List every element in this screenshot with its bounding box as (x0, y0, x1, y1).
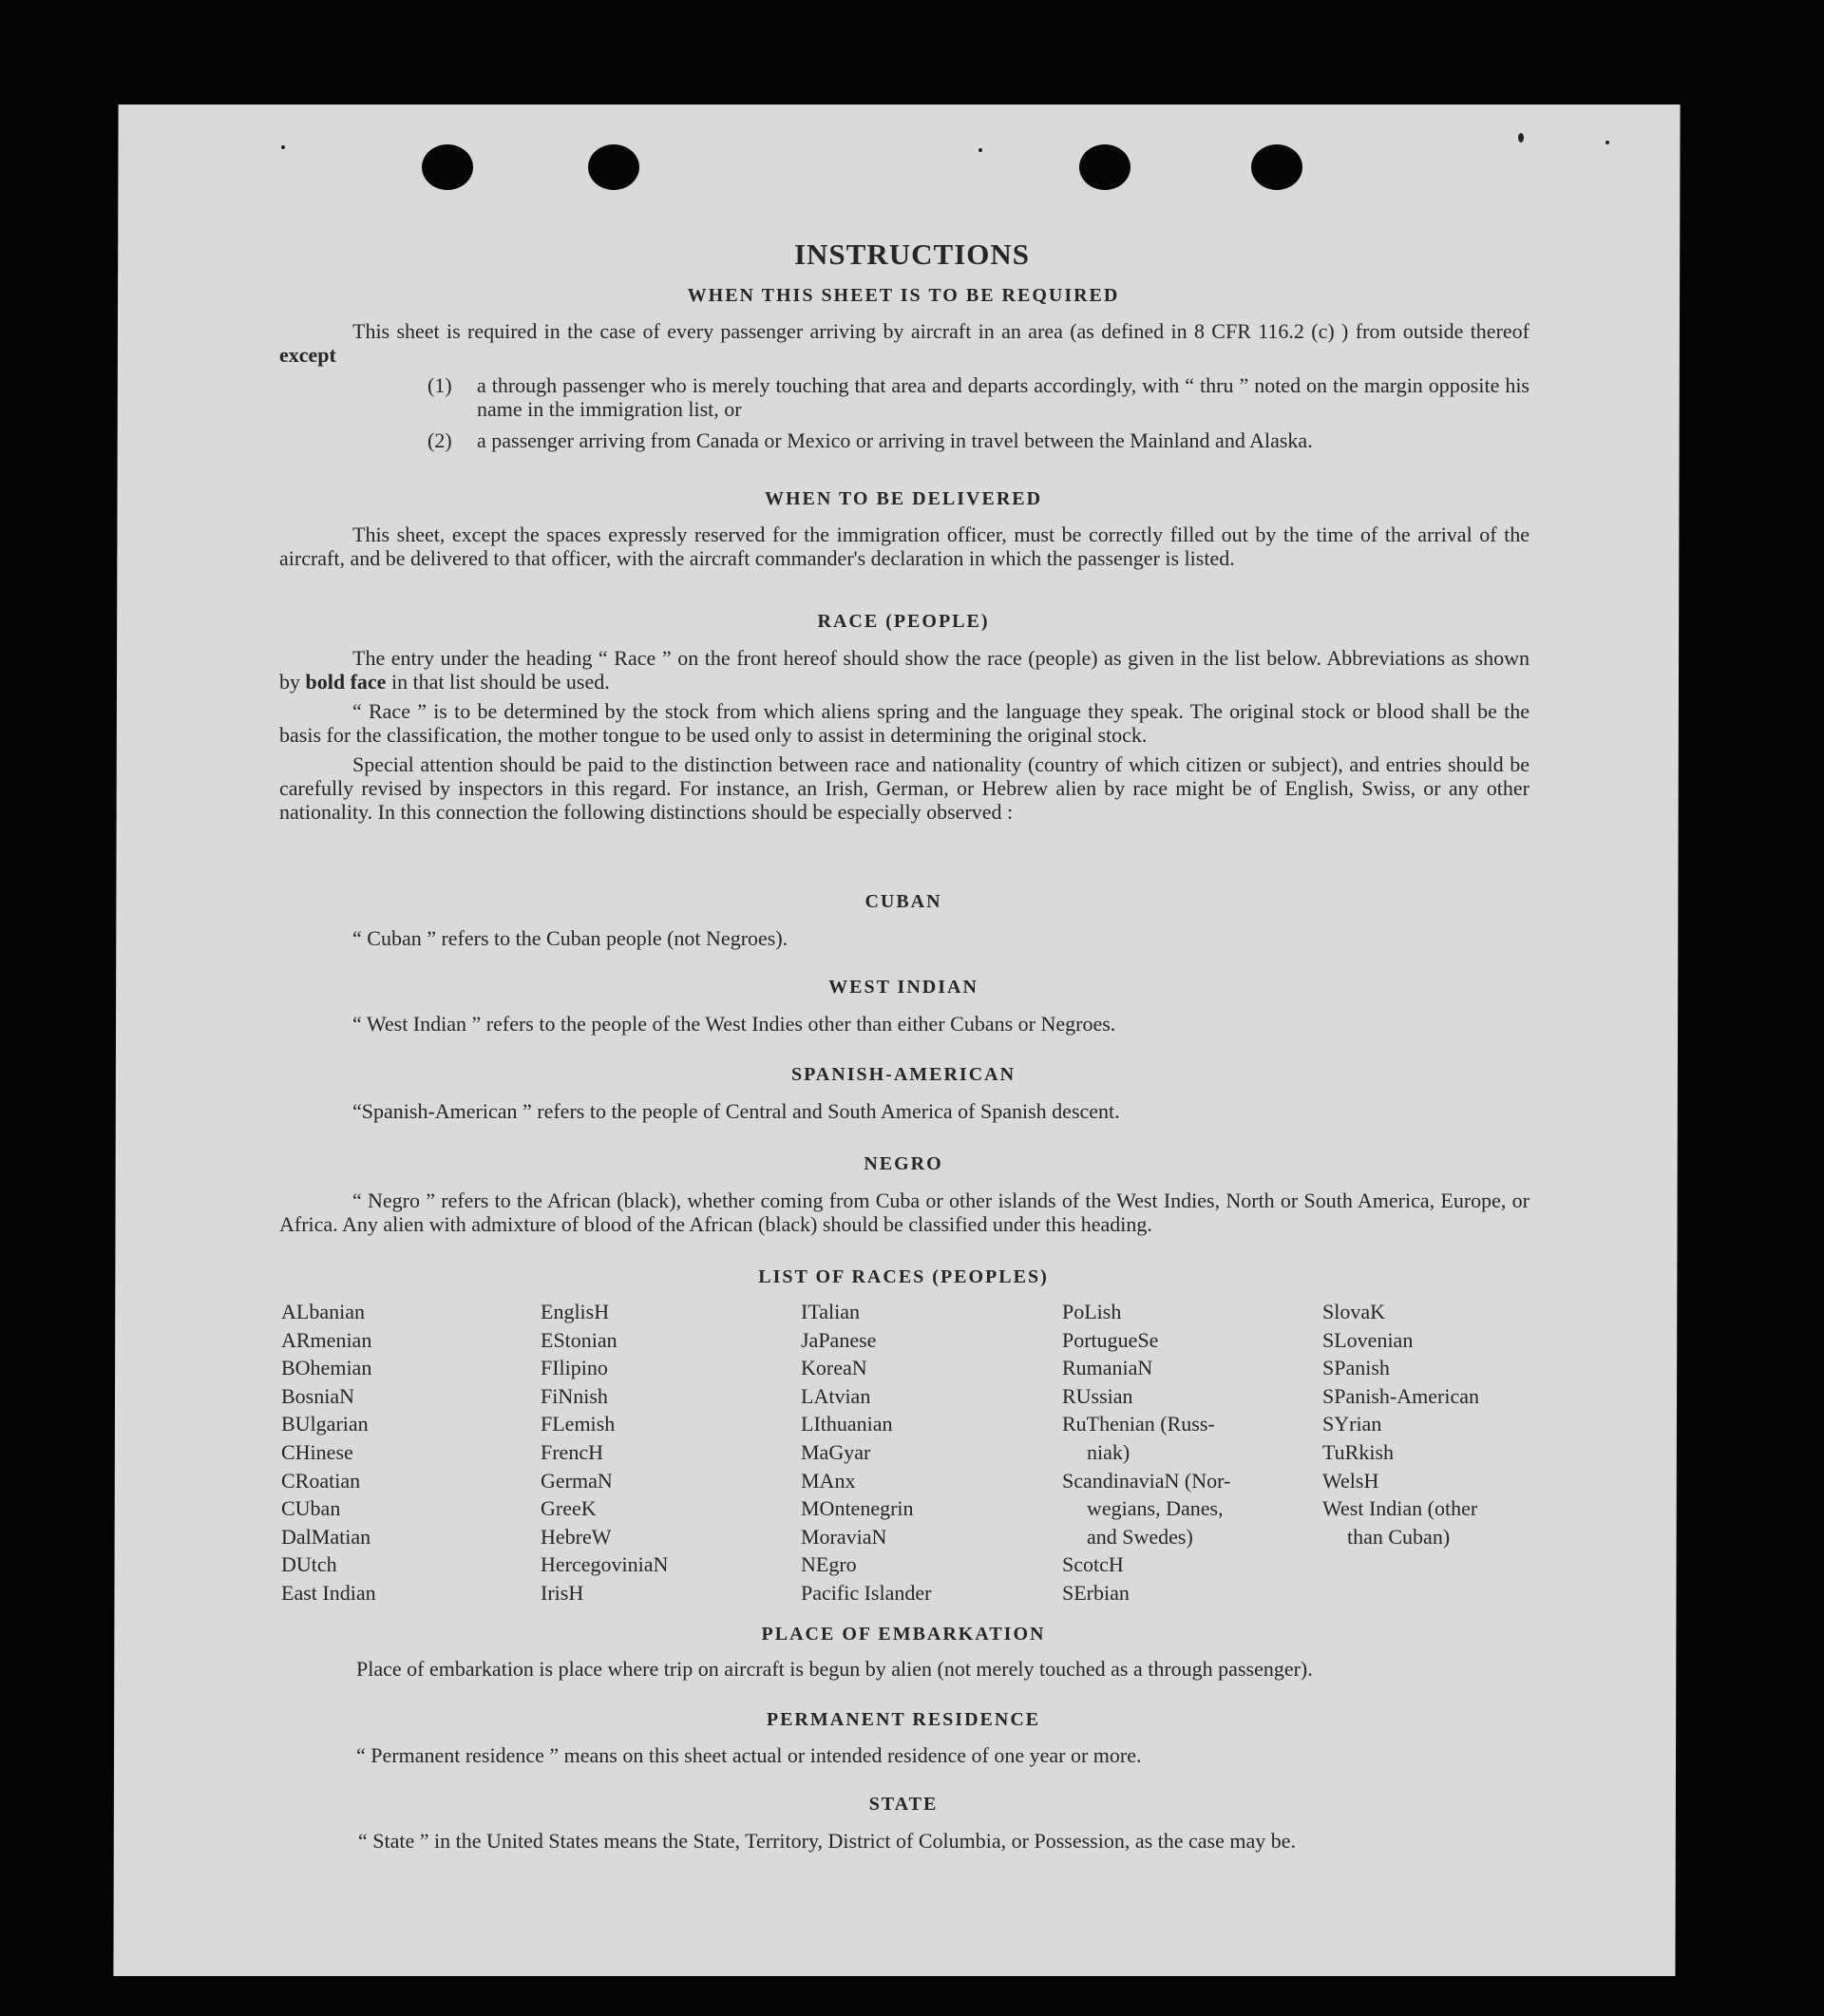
section-heading-state: STATE (868, 1794, 939, 1815)
item-text: a through passenger who is merely touching that area and departs accordingly, with “ thru ” noted on the margin opposite his name in the immigration list, or (477, 373, 1530, 421)
race-entry-continuation: wegians, Danes, (1087, 1496, 1224, 1521)
race-entry: MaGyar (801, 1439, 871, 1464)
page-title: INSTRUCTIONS (793, 238, 1030, 271)
race-entry: WelsH (1322, 1468, 1379, 1493)
race-entry: BUlgarian (281, 1412, 369, 1436)
races-column-1 (281, 1298, 376, 1607)
when-required-intro (279, 319, 1530, 367)
race-entry: KoreaN (801, 1356, 867, 1380)
race-entry: DUtch (281, 1552, 337, 1577)
race-entry: EnglisH (541, 1300, 610, 1323)
race-entry: SPanish (1322, 1356, 1390, 1380)
race-entry: ScandinaviaN (Nor- (1062, 1468, 1231, 1493)
race-entry: FrencH (541, 1439, 603, 1464)
paragraph: “ Negro ” refers to the African (black), whether coming from Cuba or other islands of the West Indies, North or South America, Europe, or Africa. Any alien with admixture of blood of the African (black) should be classified under this heading. (279, 1189, 1530, 1236)
spanish-american-paragraph (279, 1099, 1530, 1123)
west-indian-paragraph (279, 1012, 1530, 1036)
race-entry: CRoatian (281, 1468, 361, 1493)
cuban-paragraph (279, 926, 1530, 950)
section-heading-when-required: WHEN THIS SHEET IS TO BE REQUIRED (687, 285, 1120, 306)
section-heading-permanent-residence: PERMANENT RESIDENCE (766, 1709, 1041, 1730)
dust-speck (1606, 141, 1609, 144)
race-entry: LAtvian (801, 1383, 871, 1408)
race-entry: BosniaN (281, 1383, 354, 1408)
paragraph: This sheet, except the spaces expressly reserved for the immigration officer, must be correctly filled out by the time of the arrival of the aircraft, and be delivered to that officer, with the aircraft commander's declaration in which the passenger is listed. (279, 523, 1530, 570)
race-paragraph-2: “ Race ” is to be determined by the stock from which aliens spring and the language they speak. The original stock or blood shall be the basis for the classification, the mother tongue to be used only to assist in determining the original stock. (279, 699, 1530, 747)
race-entry: Pacific Islander (801, 1580, 932, 1605)
section-heading-spanish-american: SPANISH-AMERICAN (790, 1064, 1016, 1085)
intro-text: This sheet is required in the case of every passenger arriving by aircraft in an area (as defined in 8 CFR 116.2 (c) ) from outside thereof (352, 319, 1530, 343)
race-entry: JaPanese (801, 1327, 877, 1352)
item-number: (1) (428, 373, 452, 397)
paragraph: “Spanish-American ” refers to the people of Central and South America of Spanish descent. (352, 1099, 1120, 1123)
race-entry: CUban (281, 1496, 341, 1521)
punch-hole (1079, 144, 1130, 190)
race-entry: HebreW (541, 1524, 612, 1549)
race-entry: LIthuanian (801, 1412, 893, 1436)
race-paragraph-1 (279, 646, 1530, 694)
race-entry: IrisH (541, 1580, 584, 1605)
section-heading-west-indian: WEST INDIAN (828, 977, 978, 998)
race-entry: PortugueSe (1062, 1327, 1159, 1352)
paragraph: “ Cuban ” refers to the Cuban people (not Negroes). (352, 926, 788, 950)
race-entry: MAnx (801, 1468, 856, 1493)
race-entry: FiNnish (541, 1383, 608, 1408)
race-entry: MOntenegrin (801, 1496, 914, 1521)
race-entry: RumaniaN (1062, 1356, 1153, 1380)
paragraph: “ State ” in the United States means the State, Territory, District of Columbia, or Possession, as the case may be. (358, 1829, 1297, 1853)
race-entry: SLovenian (1322, 1327, 1414, 1352)
punch-hole (588, 144, 639, 190)
race-entry: SPanish-American (1322, 1383, 1479, 1408)
residence-paragraph (283, 1743, 1533, 1767)
paragraph: “ West Indian ” refers to the people of the West Indies other than either Cubans or Negroes. (352, 1012, 1116, 1036)
punch-hole (422, 144, 473, 190)
when-delivered-paragraph (279, 523, 1530, 570)
bold-text: bold face (305, 670, 387, 694)
race-entry: BOhemian (281, 1356, 372, 1380)
race-entry: CHinese (281, 1439, 353, 1464)
section-heading-race: RACE (PEOPLE) (817, 611, 990, 632)
exception-item-1 (428, 373, 1530, 421)
list-of-races-heading: LIST OF RACES (PEOPLES) (758, 1266, 1049, 1287)
race-entry: GermaN (541, 1468, 613, 1493)
race-entry: EStonian (541, 1327, 618, 1352)
paragraph: “ Permanent residence ” means on this sheet actual or intended residence of one year or more. (356, 1743, 1142, 1767)
text-span: The entry under the heading “ Race ” on the front hereof should show the race (people) as given in the list below. Abbreviations as shown by (279, 646, 1530, 694)
paragraph: Place of embarkation is place where trip on aircraft is begun by alien (not merely touched as a through passenger). (356, 1657, 1313, 1681)
races-column-2 (541, 1298, 668, 1607)
section-heading-embarkation: PLACE OF EMBARKATION (761, 1624, 1046, 1645)
race-entry: RuThenian (Russ- (1062, 1412, 1215, 1436)
race-entry: West Indian (other (1322, 1496, 1478, 1521)
race-entry: FIlipino (541, 1356, 608, 1380)
race-entry: HercegoviniaN (541, 1552, 669, 1577)
section-heading-when-delivered: WHEN TO BE DELIVERED (764, 488, 1043, 509)
dust-speck (1518, 133, 1524, 143)
state-paragraph (285, 1826, 1535, 1856)
section-heading-negro: NEGRO (864, 1153, 943, 1174)
race-entry: ScotcH (1062, 1552, 1124, 1577)
races-column-3 (801, 1298, 931, 1607)
race-entry: TuRkish (1322, 1439, 1395, 1464)
text-span: in that list should be used. (390, 670, 610, 694)
race-entry-continuation: and Swedes) (1087, 1524, 1193, 1549)
race-entry: RUssian (1062, 1383, 1133, 1408)
item-text: a passenger arriving from Canada or Mexico or arriving in travel between the Mainland and Alaska. (477, 428, 1313, 452)
race-entry: SYrian (1322, 1412, 1382, 1436)
race-entry: SlovaK (1322, 1300, 1385, 1323)
race-paragraph-3: Special attention should be paid to the distinction between race and nationality (country of which citizen or subject), and entries should be carefully revised by inspectors in this regard. For instance, an Irish, German, or Hebrew alien by race might be of English, Swiss, or any other nationality. In this connection the following distinctions should be especially observed : (279, 752, 1530, 824)
race-entry: NEgro (801, 1552, 857, 1577)
race-entry: East Indian (281, 1580, 376, 1605)
embarkation-paragraph (283, 1655, 1533, 1683)
race-entry: ARmenian (281, 1327, 372, 1352)
exception-item-2 (428, 428, 1530, 452)
race-entry: ALbanian (281, 1300, 365, 1323)
item-number: (2) (428, 428, 452, 452)
races-column-5 (1322, 1298, 1479, 1550)
race-paragraphs (279, 646, 1530, 824)
race-entry: MoraviaN (801, 1524, 887, 1549)
races-column-4 (1062, 1298, 1230, 1607)
race-entry: FLemish (541, 1412, 616, 1436)
race-entry: SErbian (1062, 1580, 1130, 1605)
dust-speck (978, 148, 982, 152)
race-entry-continuation: niak) (1087, 1439, 1130, 1464)
race-entry: PoLish (1062, 1300, 1122, 1323)
race-entry: DalMatian (281, 1524, 371, 1549)
section-heading-cuban: CUBAN (864, 891, 942, 912)
race-entry-continuation: than Cuban) (1347, 1524, 1451, 1549)
punch-hole (1251, 144, 1302, 190)
negro-paragraph (279, 1189, 1530, 1236)
race-entry: GreeK (541, 1496, 597, 1521)
dust-speck (281, 145, 285, 149)
race-entry: ITalian (801, 1300, 860, 1323)
intro-bold-text: except (279, 343, 336, 367)
